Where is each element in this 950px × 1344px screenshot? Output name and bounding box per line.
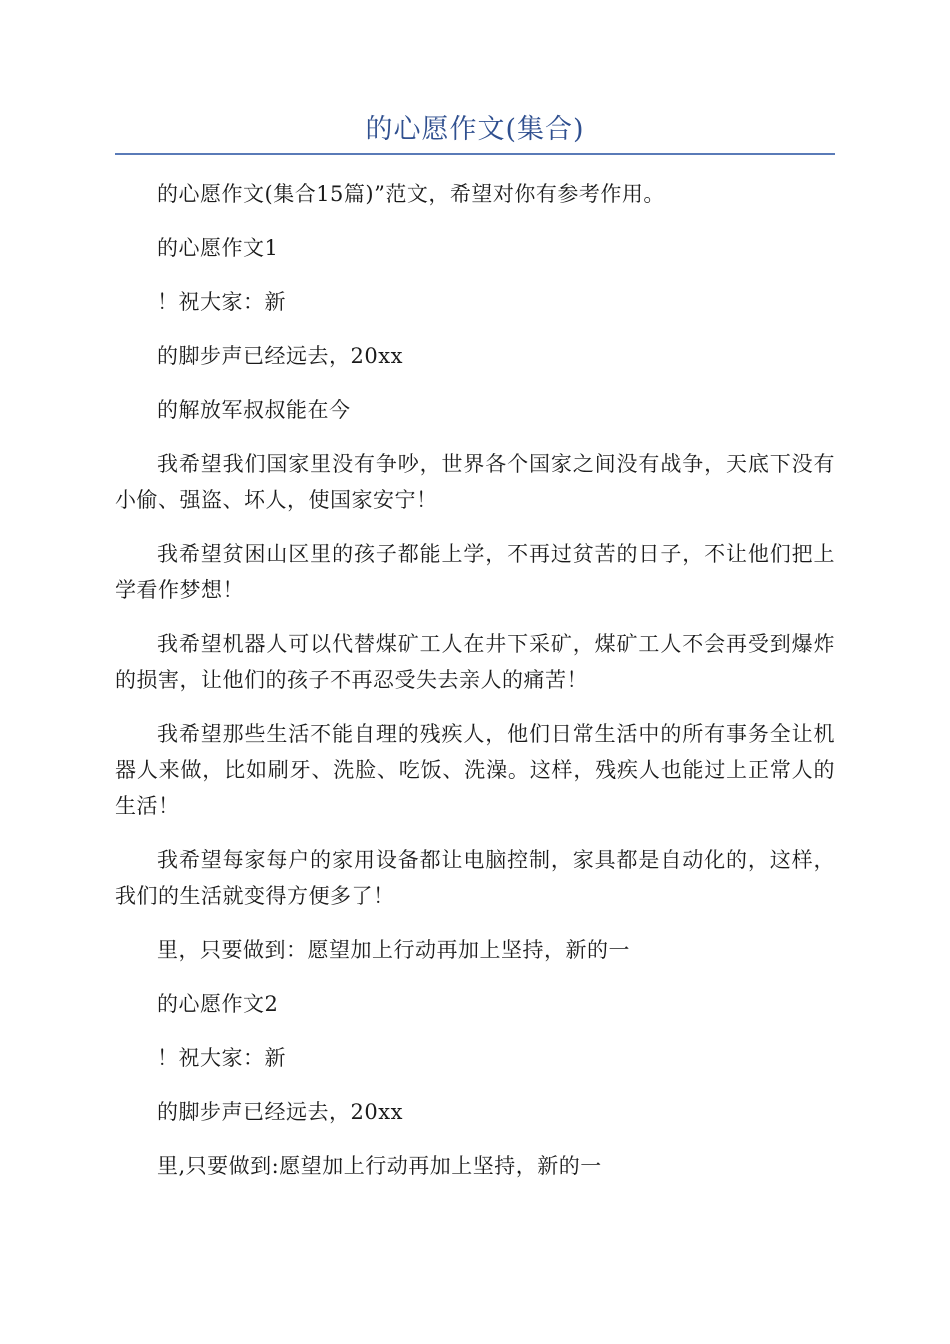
- document-body: [115, 176, 835, 1202]
- paragraph: 的脚步声已经远去，20xx: [157, 1100, 403, 1124]
- paragraph-intro: 的心愿作文(集合15篇)”范文，希望对你有参考作用。: [157, 182, 665, 206]
- section-heading-2: 的心愿作文2: [157, 992, 279, 1016]
- paragraph: ！祝大家：新: [157, 290, 286, 314]
- paragraph: 我希望我们国家里没有争吵，世界各个国家之间没有战争，天底下没有小偷、强盗、坏人，使国家安宁！: [115, 452, 835, 512]
- document-title: 的心愿作文(集合): [365, 114, 585, 145]
- paragraph: ！祝大家：新: [157, 1046, 286, 1070]
- paragraph: 我希望每家每户的家用设备都让电脑控制，家具都是自动化的，这样，我们的生活就变得方便多了！: [115, 848, 835, 908]
- paragraph: 的脚步声已经远去，20xx: [157, 344, 403, 368]
- paragraph: 里，只要做到：愿望加上行动再加上坚持，新的一: [157, 938, 630, 962]
- paragraph: 我希望那些生活不能自理的残疾人，他们日常生活中的所有事务全让机器人来做，比如刷牙、洗脸、吃饭、洗澡。这样，残疾人也能过上正常人的生活！: [115, 722, 835, 818]
- paragraph: 里,只要做到:愿望加上行动再加上坚持，新的一: [157, 1154, 602, 1178]
- paragraph: 我希望贫困山区里的孩子都能上学，不再过贫苦的日子，不让他们把上学看作梦想！: [115, 542, 835, 602]
- paragraph: 我希望机器人可以代替煤矿工人在井下采矿，煤矿工人不会再受到爆炸的损害，让他们的孩子不再忍受失去亲人的痛苦！: [115, 632, 835, 692]
- title-divider: [115, 153, 835, 155]
- section-heading-1: 的心愿作文1: [157, 236, 279, 260]
- paragraph: 的解放军叔叔能在今: [157, 398, 351, 422]
